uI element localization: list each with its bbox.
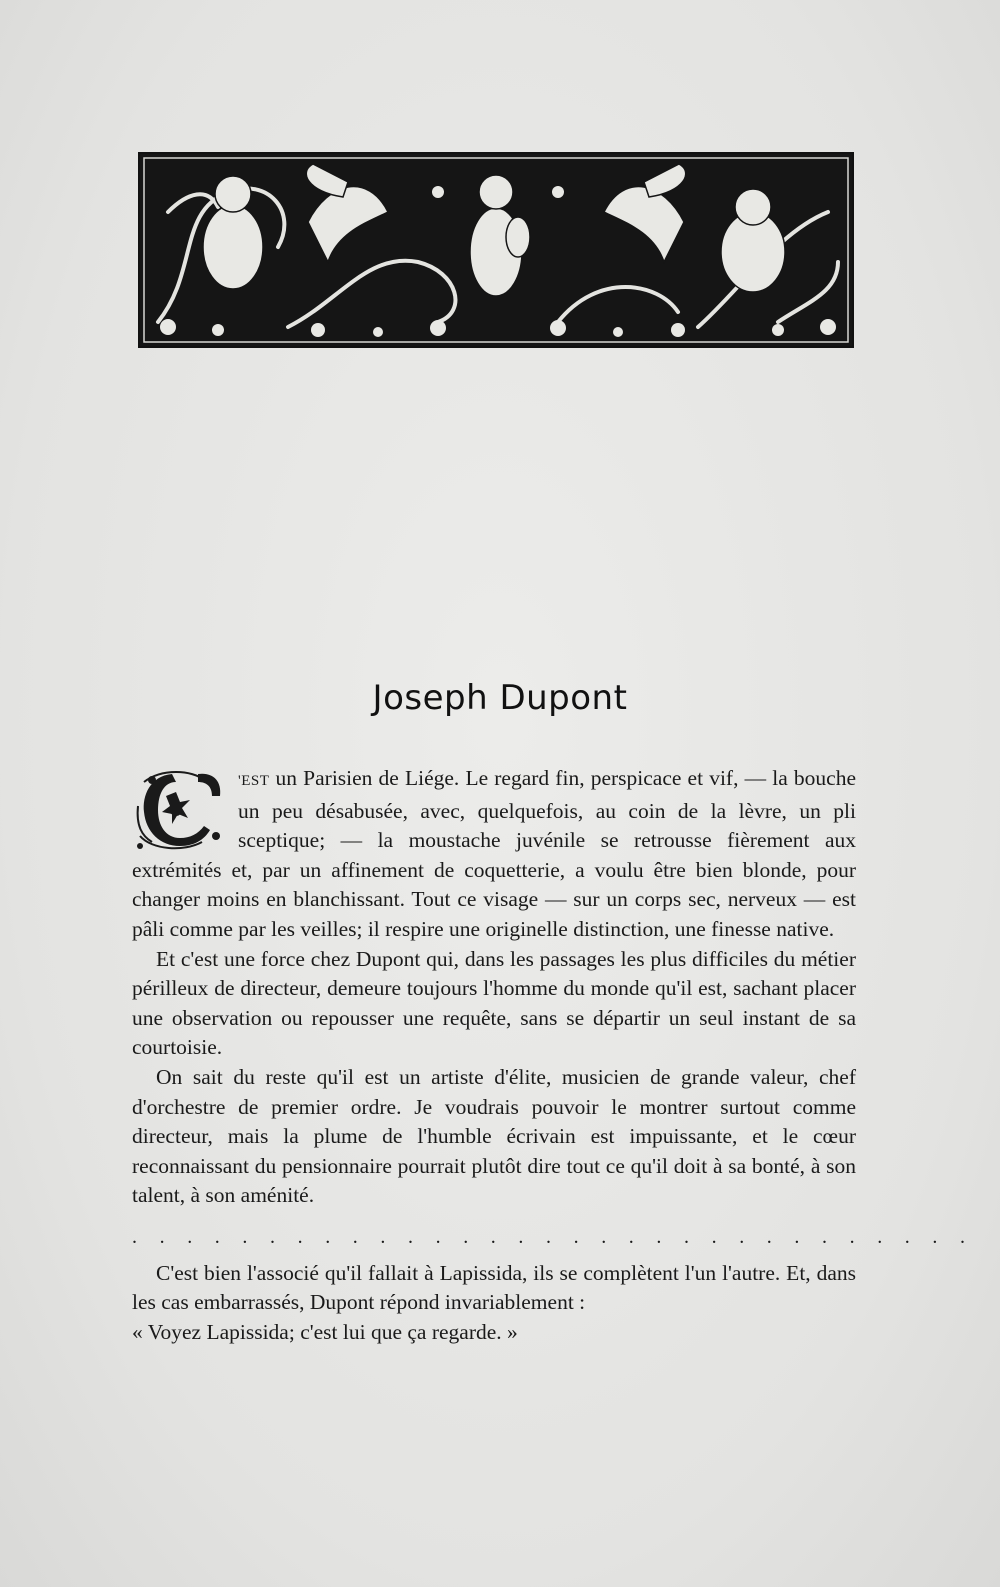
article-body: [132, 764, 988, 1347]
paragraph-4: C'est bien l'associé qu'il fallait à Lapissida, ils se complètent l'un l'autre. Et, dans les cas embarrassés, Dupont répond invariablement :: [132, 1260, 856, 1315]
separator-dots: ...............................: [132, 1225, 988, 1248]
opening-smallcaps: 'EST: [238, 773, 270, 789]
ornamental-headpiece-icon: [138, 152, 854, 348]
paragraph-1: [132, 764, 856, 945]
page-title: Joseph Dupont: [372, 677, 628, 718]
paragraph-3: On sait du reste qu'il est un artiste d'élite, musicien de grande valeur, chef d'orchestre de premier ordre. Je voudrais pouvoir le montrer surtout comme directeur, mais la plume de l'humble écrivain est impuissante, et le cœur reconnaissant du pensionnaire pourrait plutôt dire tout ce qu'il doit à sa bonté, à son talent, à son aménité.: [132, 1064, 856, 1208]
paragraph-5-quote: « Voyez Lapissida; c'est lui que ça regarde. »: [132, 1319, 518, 1344]
opening-text: un Parisien de Liége. Le regard fin, perspicace et vif, — la bouche un peu désabusée, avec, quelquefois, au coin de la lèvre, un pli sceptique; — la moustache juvénile se retrousse fièrement aux extrémités et, par un affinement de coquetterie, a voulu être bien blonde, pour changer moins en blanchissant. Tout ce visage — sur un corps sec, nerveux — est pâli comme par les veilles; il respire une originelle distinction, une finesse native.: [132, 766, 856, 941]
paragraph-2: Et c'est une force chez Dupont qui, dans les passages les plus difficiles du métier périlleux de directeur, demeure toujours l'homme du monde qu'il est, sachant placer une observation ou repousser une requête, sans se départir un seul instant de sa courtoisie.: [132, 946, 856, 1060]
headpiece-engraving: [138, 152, 854, 348]
ornamental-drop-cap-icon: [132, 766, 228, 854]
